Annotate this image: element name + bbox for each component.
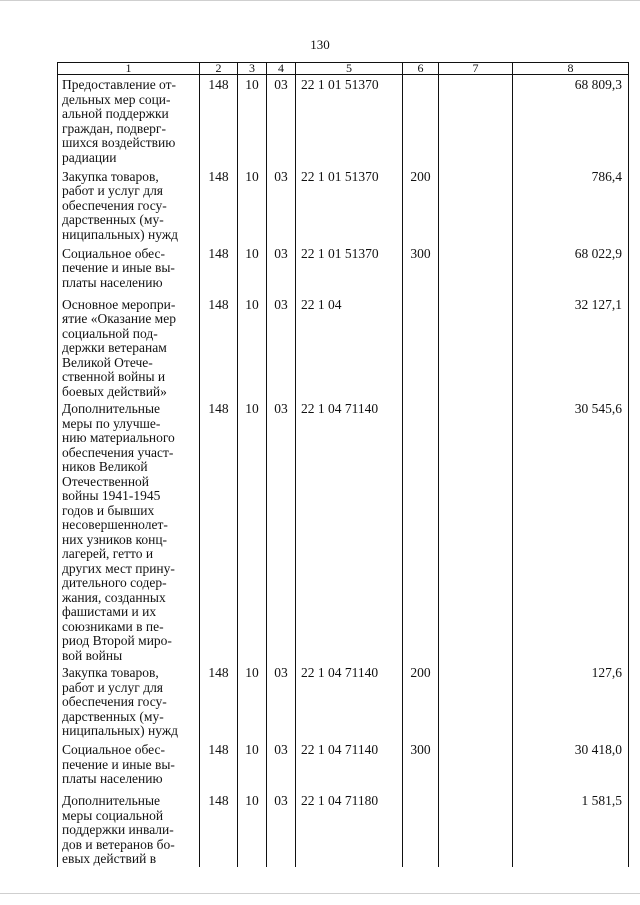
row-name-cell: Социальное обес- печение и иные вы- платы населению — [58, 740, 200, 791]
table-cell: 22 1 01 51370 — [296, 167, 403, 244]
table-cell: 786,4 — [513, 167, 629, 244]
row-name-cell: Основное меропри- ятие «Оказание мер социальной под- держки ветеранам Великой Отече- ственной войны и боевых действий» — [58, 295, 200, 400]
table-cell: 03 — [267, 740, 296, 791]
table-cell — [403, 295, 439, 400]
table-cell: 03 — [267, 791, 296, 867]
column-header: 1 — [58, 63, 200, 75]
table-cell — [403, 75, 439, 167]
table-cell: 148 — [200, 167, 238, 244]
scan-edge-line — [0, 0, 640, 1]
table-cell: 10 — [238, 791, 267, 867]
table-cell: 03 — [267, 399, 296, 663]
table-cell: 22 1 04 71180 — [296, 791, 403, 867]
table-row — [58, 244, 629, 295]
row-name-cell: Закупка товаров, работ и услуг для обеспечения госу- дарственных (му- ниципальных) нужд — [58, 663, 200, 740]
header-row — [58, 63, 629, 75]
table-row — [58, 167, 629, 244]
table-cell — [439, 740, 513, 791]
table-cell: 68 022,9 — [513, 244, 629, 295]
table-cell — [403, 399, 439, 663]
table-cell: 148 — [200, 791, 238, 867]
table-cell: 30 418,0 — [513, 740, 629, 791]
budget-table — [57, 62, 629, 867]
table-cell: 200 — [403, 663, 439, 740]
table-cell: 22 1 04 71140 — [296, 663, 403, 740]
table-cell — [439, 295, 513, 400]
table-cell — [439, 167, 513, 244]
table-cell: 300 — [403, 740, 439, 791]
table-cell: 22 1 04 71140 — [296, 740, 403, 791]
table-row — [58, 740, 629, 791]
table-cell: 03 — [267, 663, 296, 740]
table-cell: 148 — [200, 244, 238, 295]
table-cell: 148 — [200, 399, 238, 663]
table-cell: 300 — [403, 244, 439, 295]
table-cell: 22 1 04 71140 — [296, 399, 403, 663]
table-cell: 03 — [267, 244, 296, 295]
table-cell: 10 — [238, 663, 267, 740]
scan-edge-line — [0, 893, 640, 894]
table-cell: 10 — [238, 244, 267, 295]
table-cell: 10 — [238, 167, 267, 244]
table-cell: 10 — [238, 399, 267, 663]
table-cell: 32 127,1 — [513, 295, 629, 400]
table-cell: 148 — [200, 740, 238, 791]
table-cell: 22 1 01 51370 — [296, 75, 403, 167]
table-cell — [439, 791, 513, 867]
column-header: 5 — [296, 63, 403, 75]
page-number: 130 — [310, 37, 330, 52]
table-cell: 03 — [267, 295, 296, 400]
table-cell: 148 — [200, 663, 238, 740]
table-cell: 148 — [200, 295, 238, 400]
row-name-cell: Дополнительные меры по улучше- нию материального обеспечения участ- ников Великой Отечественной войны 1941-1945 годов и бывших несовершеннолет- них узников конц- лагерей, гетто и других мест прину- дительного содер- жания, созданных фашистами и их союзниками в пе- риод Второй миро- вой войны — [58, 399, 200, 663]
table-cell: 10 — [238, 740, 267, 791]
table-cell: 200 — [403, 167, 439, 244]
table-cell — [439, 399, 513, 663]
column-header: 8 — [513, 63, 629, 75]
table-row — [58, 75, 629, 167]
column-header: 7 — [439, 63, 513, 75]
table-row — [58, 663, 629, 740]
table-cell: 1 581,5 — [513, 791, 629, 867]
table-cell: 22 1 01 51370 — [296, 244, 403, 295]
table-cell: 10 — [238, 75, 267, 167]
table-cell: 30 545,6 — [513, 399, 629, 663]
row-name-cell: Социальное обес- печение и иные вы- платы населению — [58, 244, 200, 295]
table-cell: 148 — [200, 75, 238, 167]
table-row — [58, 791, 629, 867]
row-name-cell: Закупка товаров, работ и услуг для обеспечения госу- дарственных (му- ниципальных) нужд — [58, 167, 200, 244]
row-name-cell: Дополнительные меры социальной поддержки инвали- дов и ветеранов бо- евых действий в — [58, 791, 200, 867]
table-cell: 10 — [238, 295, 267, 400]
row-name-cell: Предоставление от- дельных мер соци- альной поддержки граждан, подверг- шихся воздействию радиации — [58, 75, 200, 167]
table-row — [58, 295, 629, 400]
table-cell — [439, 75, 513, 167]
column-header: 4 — [267, 63, 296, 75]
table-cell: 127,6 — [513, 663, 629, 740]
column-header: 3 — [238, 63, 267, 75]
table-cell — [439, 663, 513, 740]
column-header: 6 — [403, 63, 439, 75]
table-body — [58, 75, 629, 867]
column-header: 2 — [200, 63, 238, 75]
table-cell — [439, 244, 513, 295]
table-cell: 68 809,3 — [513, 75, 629, 167]
table-row — [58, 399, 629, 663]
table-cell: 03 — [267, 75, 296, 167]
table-cell: 22 1 04 — [296, 295, 403, 400]
table-cell — [403, 791, 439, 867]
table-cell: 03 — [267, 167, 296, 244]
